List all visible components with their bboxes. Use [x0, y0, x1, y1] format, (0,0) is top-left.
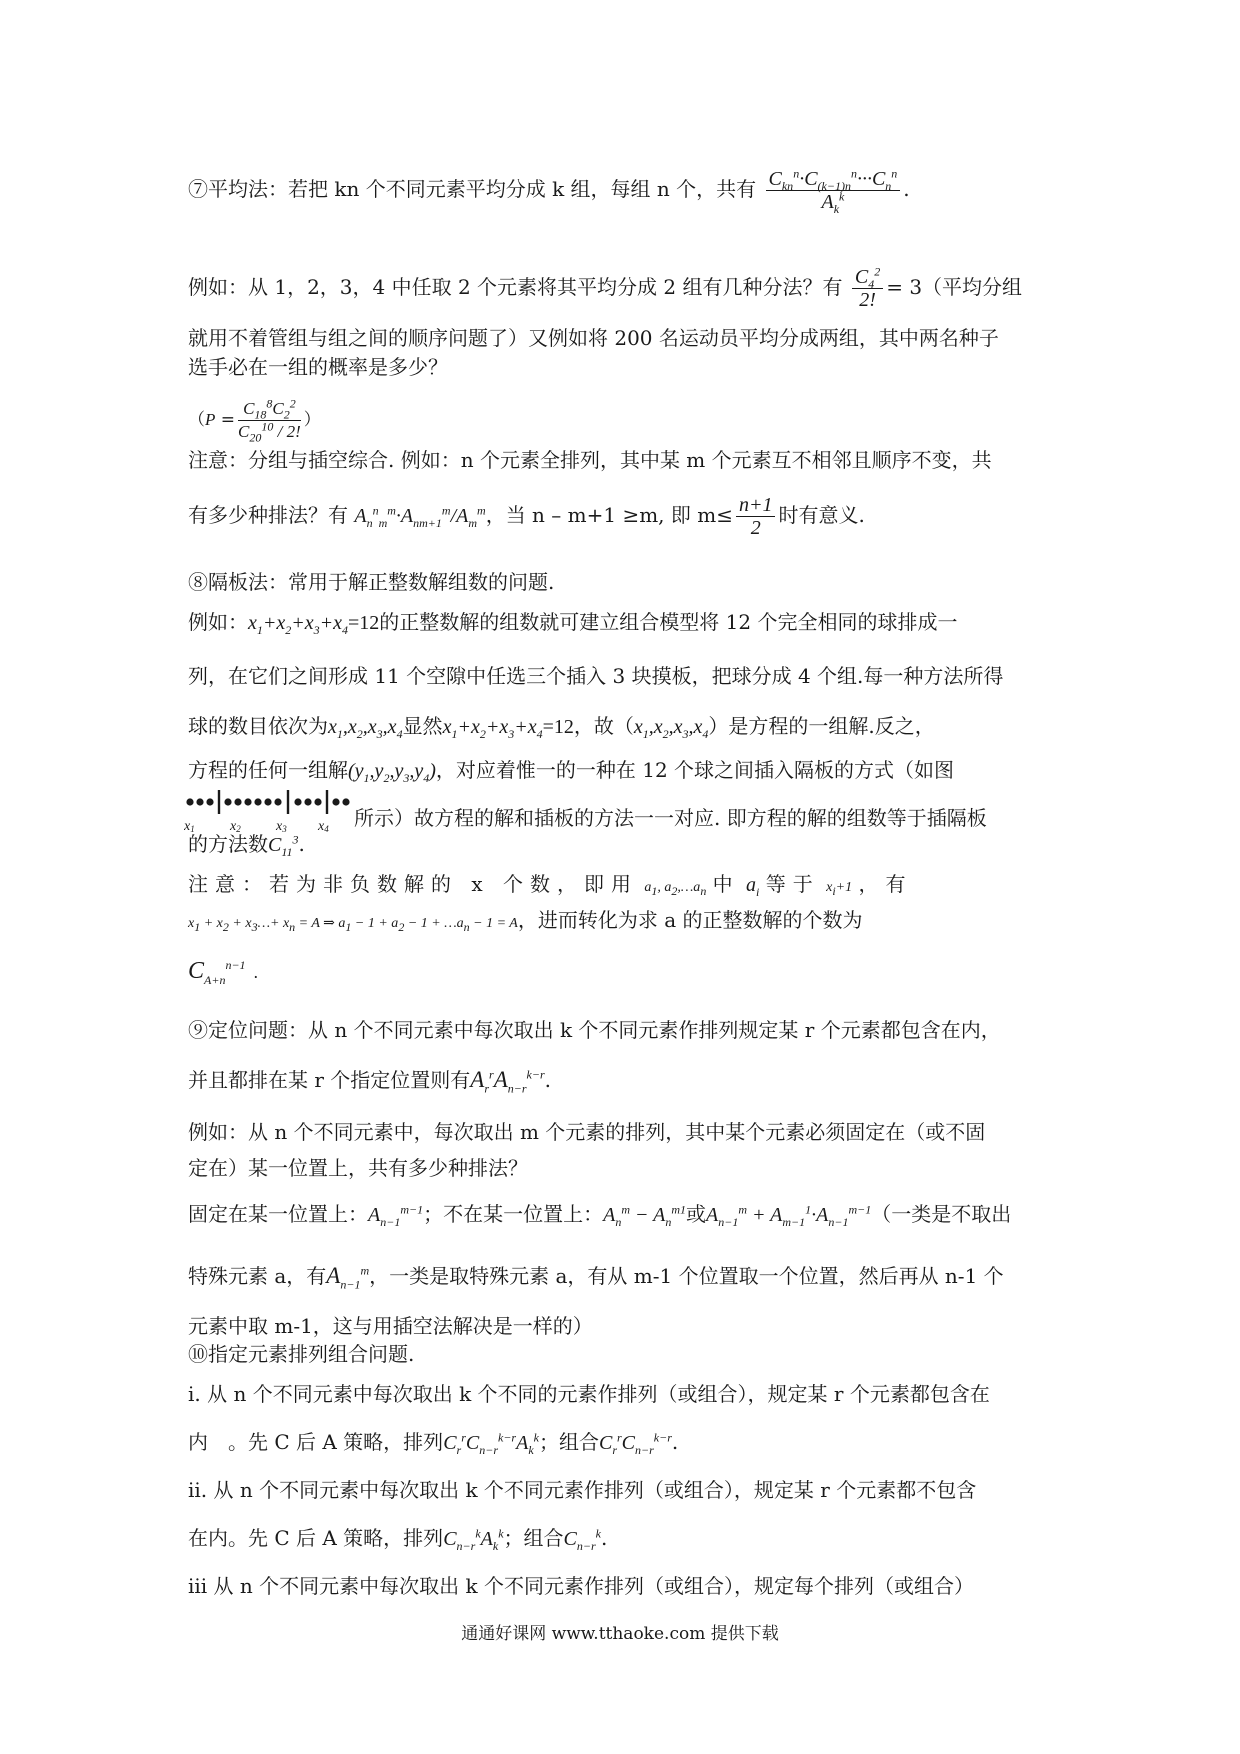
- s10-i-line2: 内 。先 C 后 A 策略，排列$C_r^rC_{n-r}^{k-r}A_k^k$；组合$C_r^rC_{n-r}^{k-r}$.: [188, 1430, 679, 1457]
- s8-line4: 方程的任何一组解$(y_1,y_2,y_3,y_4)$，对应着惟一的一种在 12 个球之间插入隔板的方式（如图: [188, 758, 955, 785]
- s7-example-question: 选手必在一组的概率是多少？: [188, 355, 448, 379]
- note2-b: 中: [712, 872, 740, 896]
- s10-iii-line1: iii 从 n 个不同元素中每次取出 k 个不同元素作排列（或组合），规定每个排列（或组合）: [188, 1574, 974, 1598]
- note1-formula: $A_n^n_m^m\cdot A_{nm+1}^m/A_m^m$: [354, 503, 486, 530]
- ex9-line5: 元素中取 m-1，这与用插空法解决是一样的）: [188, 1314, 593, 1338]
- ex9-line2: 定在）某一位置上，共有多少种排法？: [188, 1156, 528, 1180]
- ex9-fixed: 固定在某一位置上：: [188, 1202, 368, 1226]
- s7-lead: ⑦平均法：若把 kn 个不同元素平均分成 k 组，每组 n 个，共有: [188, 177, 757, 201]
- s8-example-label: 例如：: [188, 610, 248, 634]
- s8-line2: 列，在它们之间形成 11 个空隙中任选三个插入 3 块摸板，把球分成 4 个组.每一种方法所得: [188, 664, 1004, 688]
- ex9-or: 或: [686, 1202, 707, 1226]
- s7-formula: $\frac{C_{kn}^n\cdot C_{(k-1)n}^n\cdot\cdot\cdot C_n^n}{A_k^k}$: [766, 168, 901, 213]
- s8-line6-text: 的方法数: [188, 832, 268, 856]
- note1-fraction: $\frac{n+1}{2}$: [736, 494, 776, 539]
- s7-line: ⑦平均法：若把 kn 个不同元素平均分成 k 组，每组 n 个，共有 $\frac{C_{kn}^n\cdot C_{(k-1)n}^n\cdot\cdot\cdot C_n^n}{A_k^k}$ .: [188, 166, 910, 216]
- s10-i-line1: i. 从 n 个不同元素中每次取出 k 个不同的元素作排列（或组合），规定某 r 个元素都包含在: [188, 1382, 990, 1406]
- s10-i-combination: ；组合: [538, 1430, 599, 1454]
- s10-ii-permutation: 在内。先 C 后 A 策略，排列: [188, 1526, 444, 1550]
- s10-ii-line2: 在内。先 C 后 A 策略，排列$C_{n-r}^kA_k^k$；组合$C_{n-r}^k$.: [188, 1526, 608, 1553]
- s8-example-text: 的正整数解的组数就可建立组合模型将 12 个完全相同的球排成一: [379, 610, 958, 634]
- ex9-line1: 例如：从 n 个不同元素中，每次取出 m 个元素的排列，其中某个元素必须固定在（或不固: [188, 1120, 986, 1144]
- s7-example-continuation: 就用不着管组与组之间的顺序问题了）又例如将 200 名运动员平均分成两组，其中两名种子: [188, 326, 999, 350]
- fig-label-x4: x4: [318, 819, 329, 834]
- note2-d: ，有: [858, 872, 913, 896]
- s7-probability-formula: （P = $\frac{C_{18}^8C_2^2}{C_{20}^{10} / 2!}$ ）: [188, 396, 321, 445]
- note1-question: 有多少种排法？有: [188, 503, 348, 527]
- ex9-line4: 特殊元素 a，有$A_{n-1}^m$，一类是取特殊元素 a，有从 m-1 个位置取一个位置，然后再从 n-1 个: [188, 1263, 1004, 1292]
- note1-condition: ，当 n – m+1 ≥m, 即 m≤: [485, 503, 733, 527]
- s8-line4-a: 方程的任何一组解: [188, 758, 348, 782]
- s8-line3: 球的数目依次为$x_1,x_2,x_3,x_4$显然$x_1+x_2+x_3+x_4=12$，故$(x_1,x_2,x_3,x_4)$是方程的一组解.反之，: [188, 714, 935, 741]
- ex9-line3: 固定在某一位置上：$A_{n-1}^{m-1}$；不在某一位置上：$A_n^m - A_n^{m1}$或$A_{n-1}^m + A_{m-1}^1\cdot A_{n-1}^{m-1}$（一类是不取出: [188, 1202, 1012, 1229]
- page-footer: 通通好课网 www.tthaoke.com 提供下载: [461, 1624, 779, 1644]
- note2-line1: 注意：若为非负数解的 x 个数，即用 $a_1$, $a_2,\dots a_n$ 中 $a_i$ 等于 $x_i+1$ ，有: [188, 872, 913, 899]
- s8-line6: 的方法数$C_{11}^3$.: [188, 832, 305, 859]
- ball-dots: [186, 798, 349, 805]
- ex9-not-fixed: ；不在某一位置上：: [423, 1202, 604, 1226]
- ex9-explain: （一类是不取出: [871, 1202, 1012, 1226]
- s9-line2-text: 并且都排在某 r 个指定位置则有: [188, 1068, 471, 1092]
- s8-line3-b: 显然: [402, 714, 443, 738]
- s8-line3-d: ）是方程的一组解.反之，: [708, 714, 935, 738]
- s8-line4-b: ，对应着惟一的一种在 12 个球之间插入隔板的方式（如图: [435, 758, 955, 782]
- note1-line1: 注意：分组与插空综合. 例如：n 个元素全排列，其中某 m 个元素互不相邻且顺序不变，共: [188, 448, 992, 472]
- s7-example-formula: $\frac{C_4^2}{2!}$: [852, 266, 883, 311]
- fig-label-x2: x2: [230, 819, 241, 834]
- s7-example-value: = 3（平均分组: [886, 275, 1023, 299]
- note2-a: 注意：若为非负数解的 x 个数，即用: [188, 872, 638, 896]
- s7-example-line: [188, 266, 1022, 311]
- balls-dividers-figure: [184, 782, 356, 834]
- s8-title: ⑧隔板法：常用于解正整数解组数的问题.: [188, 570, 555, 594]
- s8-line3-c: ，故（: [573, 714, 634, 738]
- s8-line3-a: 球的数目依次为: [188, 714, 328, 738]
- s9-line2: 并且都排在某 r 个指定位置则有$A_r^rA_{n-r}^{k-r}$.: [188, 1067, 551, 1096]
- note2-line2: $x_1 + x_2$ + $x_3\dots+ x_n = A$ ⇒ $a_1 - 1 + a_2 - 1$ + $\dots a_n - 1 = A$，进而转化为求 a 的正整数解的个数为: [188, 908, 863, 934]
- fig-label-x1: x1: [184, 819, 195, 834]
- note2-line2-text: ，进而转化为求 a 的正整数解的个数为: [517, 908, 863, 932]
- ex9-line4-b: ，一类是取特殊元素 a，有从 m-1 个位置取一个位置，然后再从 n-1 个: [369, 1264, 1004, 1288]
- note1-line2: [188, 494, 865, 539]
- s10-ii-line1: ii. 从 n 个不同元素中每次取出 k 个不同元素作排列（或组合），规定某 r 个元素都不包含: [188, 1478, 977, 1502]
- note2-result: $C_{A+n}^{n-1}$ .: [188, 958, 259, 987]
- note2-c: 等于: [765, 872, 820, 896]
- s10-i-permutation: 内 。先 C 后 A 策略，排列: [188, 1430, 444, 1454]
- fig-label-x3: x3: [276, 819, 287, 834]
- s7-example: 例如：从 1，2，3，4 中任取 2 个元素将其平均分成 2 组有几种分法？有: [188, 275, 843, 299]
- s9-line1: ⑨定位问题：从 n 个不同元素中每次取出 k 个不同元素作排列规定某 r 个元素都包含在内，: [188, 1018, 1001, 1042]
- s8-example-line: 例如：$x_1+x_2+x_3+x_4=12$的正整数解的组数就可建立组合模型将 12 个完全相同的球排成一: [188, 610, 958, 637]
- note1-end: 时有意义.: [778, 503, 865, 527]
- ex9-line4-a: 特殊元素 a，有: [188, 1264, 327, 1288]
- s10-title: ⑩指定元素排列组合问题.: [188, 1342, 415, 1366]
- s10-ii-combination: ；组合: [503, 1526, 564, 1550]
- s8-line5: 所示）故方程的解和插板的方法一一对应. 即方程的解的组数等于插隔板: [354, 806, 987, 830]
